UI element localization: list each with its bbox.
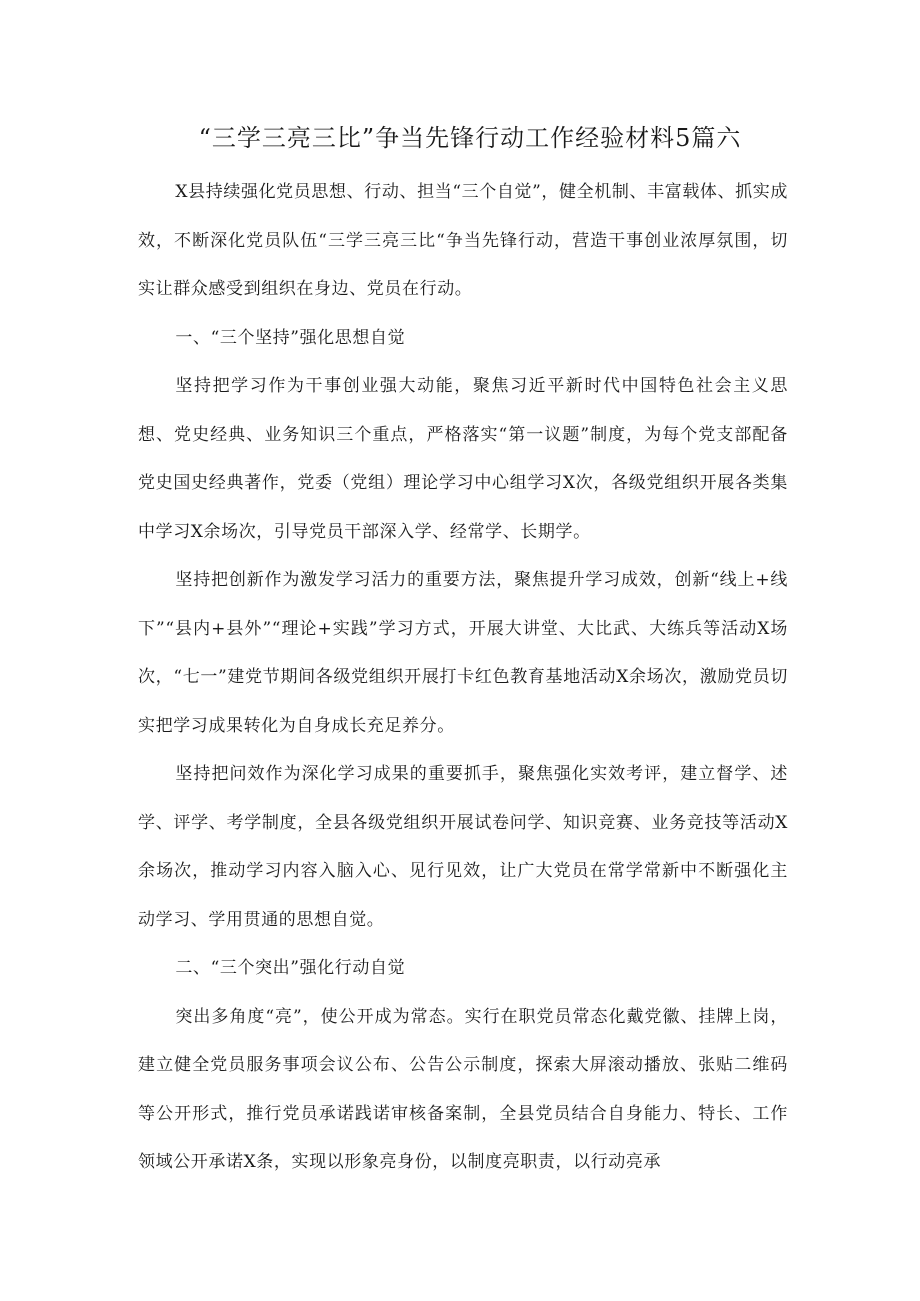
intro-paragraph: X县持续强化党员思想、行动、担当“三个自觉”，健全机制、丰富载体、抓实成效，不断深化党员队伍“三学三亮三比“争当先锋行动，营造干事创业浓厚氛围，切实让群众感受到组织在身边、党员在行动。 (138, 182, 788, 299)
body-paragraph: 坚持把问效作为深化学习成果的重要抓手，聚焦强化实效考评，建立督学、述学、评学、考学制度，全县各级党组织开展试卷问学、知识竞赛、业务竞技等活动X余场次，推动学习内容入脑入心、见行见效，让广大党员在常学常新中不断强化主动学习、学用贯通的思想自觉。 (138, 764, 788, 930)
section-heading-1: 一、“三个坚持”强化思想自觉 (175, 327, 406, 348)
document-body (138, 168, 788, 1187)
body-paragraph: 突出多角度“亮”，使公开成为常态。实行在职党员常态化戴党徽、挂牌上岗，建立健全党员服务事项会议公布、公告公示制度，探索大屏滚动播放、张贴二维码等公开形式，推行党员承诺践诺审核备案制，全县党员结合自身能力、特长、工作领域公开承诺X条，实现以形象亮身份，以制度亮职责，以行动亮承 (138, 1006, 788, 1172)
body-paragraph: 坚持把创新作为激发学习活力的重要方法，聚焦提升学习成效，创新“线上+线下”“县内+县外”“理论+实践”学习方式，开展大讲堂、大比武、大练兵等活动X场次，“七一”建党节期间各级党组织开展打卡红色教育基地活动X余场次，激励党员切实把学习成果转化为自身成长充足养分。 (138, 570, 788, 736)
section-heading-2: 二、“三个突出”强化行动自觉 (175, 958, 406, 978)
body-paragraph: 坚持把学习作为干事创业强大动能，聚焦习近平新时代中国特色社会主义思想、党史经典、业务知识三个重点，严格落实“第一议题”制度，为每个党支部配备党史国史经典著作，党委（党组）理论学习中心组学习X次，各级党组织开展各类集中学习X余场次，引导党员干部深入学、经常学、长期学。 (138, 376, 788, 542)
document-title: “三学三亮三比”争当先锋行动工作经验材料5篇六 (198, 124, 742, 152)
